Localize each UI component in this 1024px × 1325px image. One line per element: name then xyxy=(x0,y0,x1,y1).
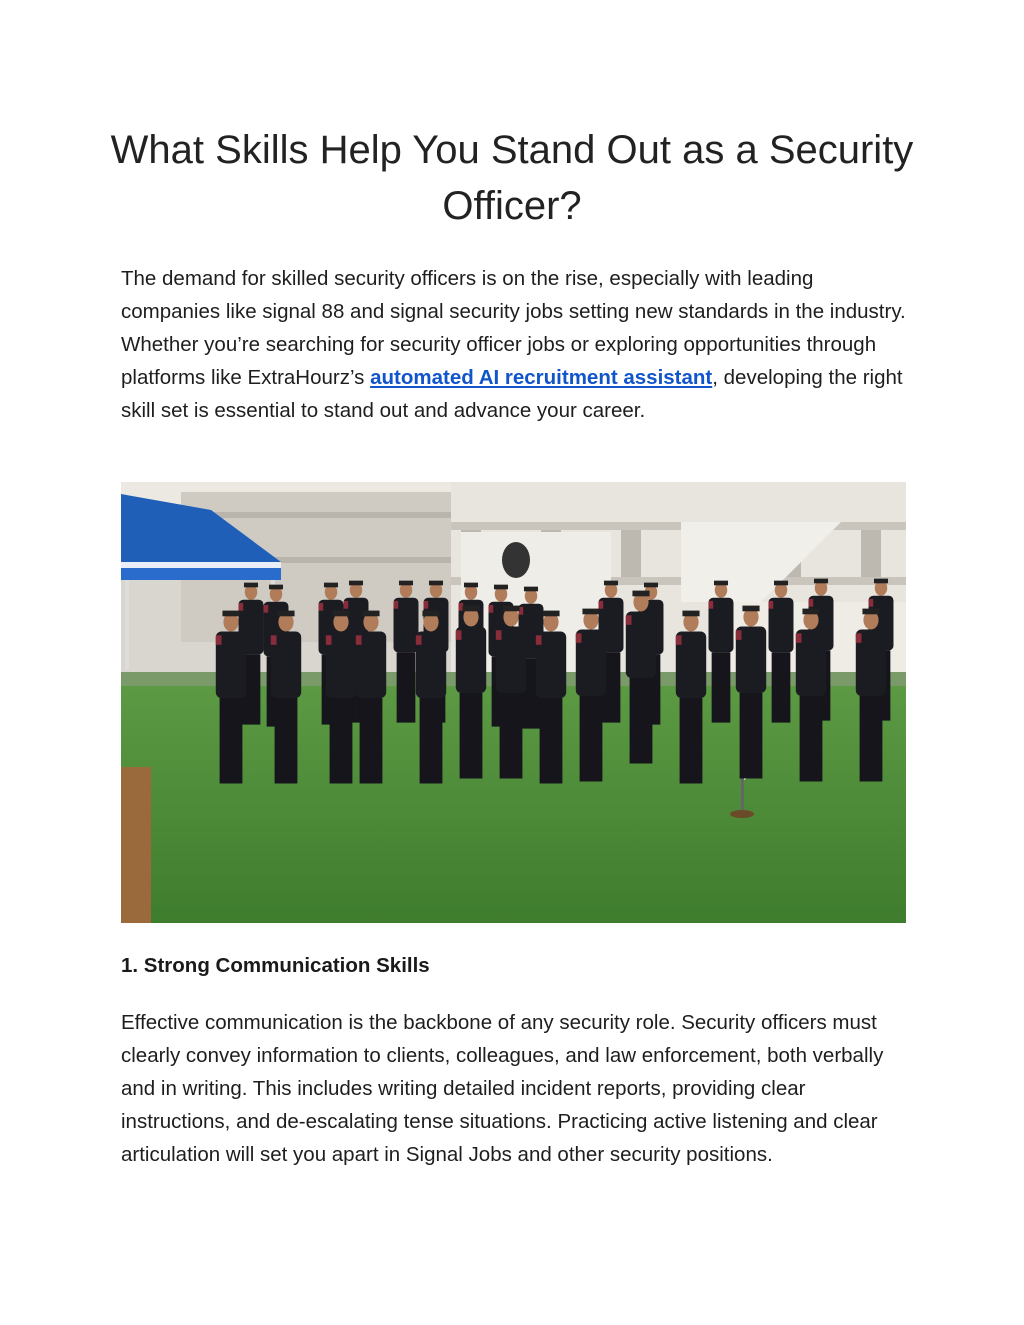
recruitment-assistant-link[interactable]: automated AI recruitment assistant xyxy=(370,366,713,389)
officer-figure xyxy=(676,611,706,784)
officer-figure xyxy=(456,606,486,779)
officer-figure xyxy=(769,581,794,723)
officer-figure xyxy=(536,611,566,784)
officer-figure xyxy=(326,611,356,784)
officer-figure xyxy=(416,611,446,784)
officer-figure xyxy=(394,581,419,723)
intro-paragraph xyxy=(121,262,911,427)
officer-figure xyxy=(796,609,826,782)
officer-figure xyxy=(496,606,526,779)
security-officers-photo xyxy=(121,482,906,923)
officer-figure xyxy=(856,609,886,782)
officer-figure xyxy=(626,591,656,764)
officer-figure xyxy=(271,611,301,784)
officer-figure xyxy=(356,611,386,784)
page-title: What Skills Help You Stand Out as a Security Officer? xyxy=(110,128,914,228)
intro-text-after-link: , developing the right skill set is essential to stand out and advance your career. xyxy=(121,366,903,422)
officer-figure xyxy=(736,606,766,779)
section-heading-communication: 1. Strong Communication Skills xyxy=(121,954,430,977)
communication-paragraph: Effective communication is the backbone of any security role. Security officers must clearly convey information to clients, colleagues, and law enforcement, both verbally and in writing. This includes writing detailed incident reports, providing clear instructions, and de-escalating tense situations. Practicing active listening and clear articulation will set you apart in Signal Jobs and other security positions. xyxy=(121,1011,884,1166)
officer-figure xyxy=(576,609,606,782)
intro-text-before-link: The demand for skilled security officers is on the rise, especially with leading companies like signal 88 and signal security jobs setting new standards in the industry. Whether you’re searching for security officer jobs or exploring opportunities through platforms like ExtraHourz’s xyxy=(121,267,906,389)
officer-figure xyxy=(709,581,734,723)
officer-figure xyxy=(216,611,246,784)
